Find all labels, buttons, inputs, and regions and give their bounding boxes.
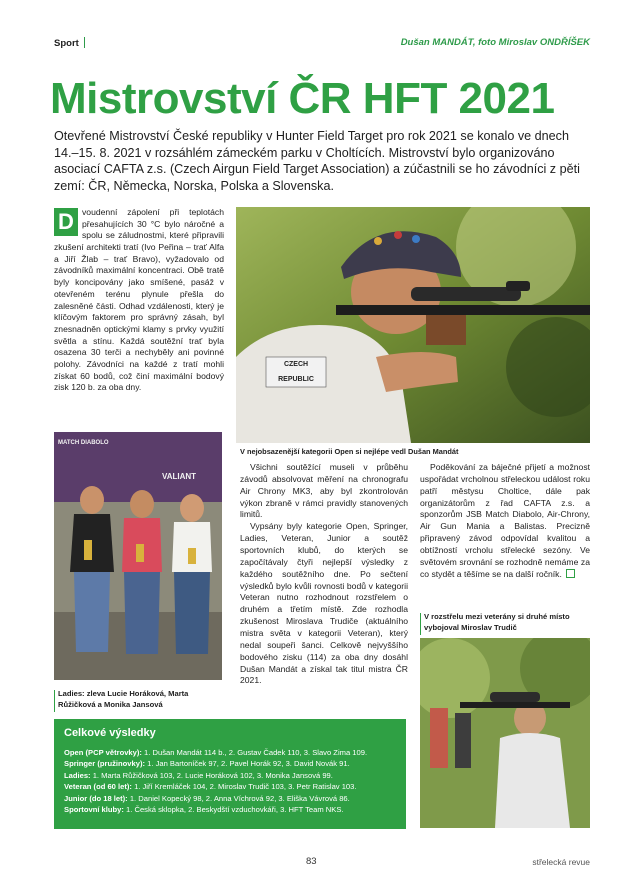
- results-category: Veteran (od 60 let):: [64, 782, 132, 792]
- results-row: [64, 747, 396, 758]
- results-row: [64, 758, 396, 769]
- main-photo-caption: V nejobsazenější kategorii Open si nejlépe vedl Dušan Mandát: [240, 447, 459, 456]
- veteran-caption-text: V rozstřelu mezi veterány si druhé místo vybojoval Miroslav Trudič: [424, 612, 570, 632]
- results-row: [64, 804, 396, 815]
- end-mark: [566, 569, 575, 578]
- section-tag: [54, 37, 85, 49]
- caption-accent-bar: [54, 690, 55, 712]
- results-category: Ladies:: [64, 770, 91, 780]
- body-paragraph: Všichni soutěžící museli v průběhu závodů absolvovat měření na chronografu Air Chrony MK3, aby byl zkontrolován výkon zbraně v rámci pravidly stanovených limitů.: [240, 462, 408, 520]
- section-divider: [84, 37, 85, 48]
- results-text: 1. Jiří Kremláček 104, 2. Miroslav Trudič 103, 3. Petr Ratislav 103.: [131, 782, 357, 792]
- ladies-photo: [54, 432, 222, 680]
- results-category: Springer (pružinovky):: [64, 759, 146, 769]
- results-category: Open (PCP větrovky):: [64, 748, 142, 757]
- body-paragraph: Vypsány byly kategorie Open, Springer, Ladies, Veteran, Junior a soutěž sportovních klubů, do kterých se započítávaly čtyři nejlepší výsledky z každého soutěžního dne. Po sečtení výsledků bylo kvůli rovnosti bodů v kategorii Veteran nutno rozhodnout rozstřelem o druhém a třetím místě. Zde rozhodla zkušenost Miroslava Trudiče (aktuálního mistra světa v kategorii Veteran), který nedal soupeři šanci. Celkově nejvyššího bodového zisku (114) za oba dny dosáhl Dušan Mandát a získal tak titul mistra ČR 2021.: [240, 521, 408, 686]
- results-box: [54, 719, 406, 829]
- results-category: Sportovní kluby:: [64, 804, 124, 814]
- results-row: [64, 793, 396, 804]
- body-column-3: [420, 462, 590, 581]
- drop-cap: D: [54, 208, 78, 236]
- shirt-print: CZECH REPUBLIC: [278, 361, 314, 383]
- results-text: 1. Daniel Kopecký 98, 2. Anna Víchrová 92, 3. Eliška Vávrová 86.: [127, 793, 350, 803]
- results-text: 1. Jan Bartoníček 97, 2. Pavel Horák 92, 3. David Novák 91.: [145, 759, 350, 769]
- banner-text-left: MATCH DIABOLO: [58, 440, 109, 446]
- veteran-photo-caption: [424, 612, 590, 633]
- results-title: Celkové výsledky: [64, 727, 156, 739]
- page-number: 83: [306, 856, 317, 867]
- body-column-1: [54, 207, 224, 394]
- article-lead: Otevřené Mistrovství České republiky v Hunter Field Target pro rok 2021 se konalo ve dnech 14.–15. 8. 2021 v rozsáhlém zámeckém parku v Choltících. Mistrovství bylo organizováno asociací CAFTA z.s. (Czech Airgun Field Target Association) a zúčastnili se ho závodníci z pěti zemí: ČR, Německa, Norska, Polska a Slovenska.: [54, 129, 580, 194]
- main-photo-shooter: [236, 207, 590, 443]
- caption-accent-bar: [420, 613, 421, 635]
- ladies-caption-text: Ladies: zleva Lucie Horáková, Marta Růžičková a Monika Jansová: [58, 689, 189, 709]
- results-text: 1. Marta Růžičková 103, 2. Lucie Horáková 102, 3. Monika Jansová 99.: [90, 770, 333, 780]
- byline: Dušan MANDÁT, foto Miroslav ONDŘÍŠEK: [400, 37, 590, 48]
- body-paragraph: Poděkování za báječné přijetí a možnost uspořádat vrcholnou střeleckou událost roku patří městysu Choltice, dále pak organizátorům z řad CAFTA z.s. a sponzorům JSB Match Diabolo, Air-Chrony, Air Gun Mania a Balistas. Precizně připravený závod odpovídal kvalitou a obtížností vrcholu střelecké sezóny. Ve světovém srovnání se rozhodně nemáme za co stydět a těšíme se na další ročník.: [420, 462, 590, 579]
- body-column-2: [240, 462, 408, 687]
- results-row: [64, 770, 396, 781]
- ladies-photo-caption: [58, 689, 228, 710]
- article-title: Mistrovství ČR HFT 2021: [50, 74, 555, 123]
- results-row: [64, 781, 396, 792]
- banner-brand: VALIANT: [162, 472, 197, 481]
- results-text: 1. Dušan Mandát 114 b., 2. Gustav Čadek 110, 3. Slavo Zima 109.: [141, 748, 368, 757]
- body-text-col1: voudenní zápolení při teplotách přesahujících 30 °C bylo náročné a spolu se záludnostmi, které připravili zkušení architekti tratí (Ivo Peřina – trať Alfa a Jiří Žlab – trať Bravo), vyžadovalo od závodníků maximální koncentraci. Obě tratě byly koncipovány jako smíšené, pasáž v otevřeném terénu plynule přešla do zalesněné části. Odhad vzdálenosti, který je klíčovým faktorem pro správný zásah, byl znesnadněn optickými klamy s prvky využití světla a stínu. Každá soutěžní trať byla osazena 30 terči a nechyběly ani povinné polohy. Závodníci na každé z tratí mohli získat 60 bodů, což činí maximální bodový zisk 120 b. za oba dny.: [54, 207, 224, 393]
- results-category: Junior (do 18 let):: [64, 793, 128, 803]
- magazine-name: střelecká revue: [532, 857, 590, 867]
- veteran-photo: [420, 638, 590, 828]
- section-label: Sport: [54, 38, 79, 49]
- results-text: 1. Česká sklopka, 2. Beskydští vzduchovkáři, 3. HFT Team NKS.: [123, 804, 344, 814]
